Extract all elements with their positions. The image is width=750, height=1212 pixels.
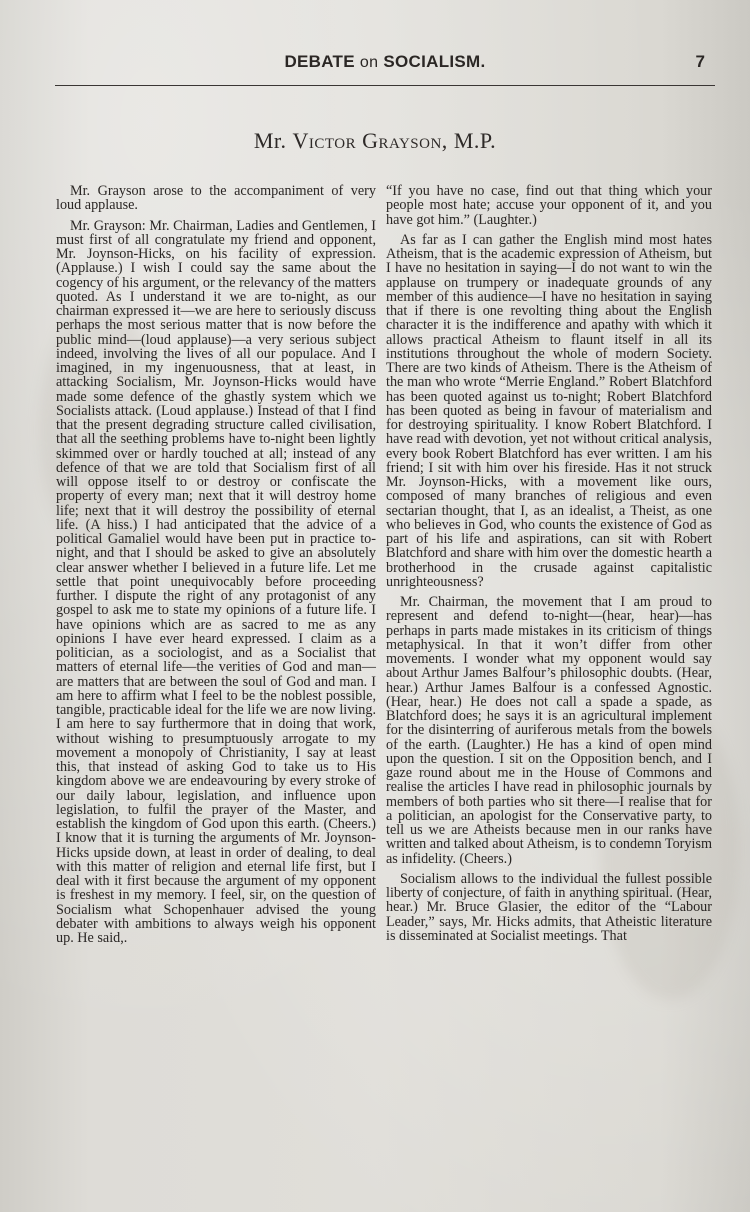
paragraph: Mr. Grayson: Mr. Chairman, Ladies and Gentlemen, I must first of all congratulate my friend and opponent, Mr. Joynson-Hicks, on his facility of expression. (Applause.) I wish I could say the same about the cogency of his argument, or the relevancy of the matters quoted. As I understand it we are to-night, as our chairman expressed it—we are here to seriously discuss perhaps the most serious matter that is now before the public mind—(loud applause)—a very serious subject indeed, involving the lives of all our populace. And I imagined, in my ingenuousness, that at least, in attacking Socialism, Mr. Joynson-Hicks would have made some defence of the ghastly system which we Socialists attack. (Loud applause.) Instead of that I find that the present degrading structure called civilisation, that all the seething problems have to-night been lightly skimmed over or hardly touched at all; instead of any defence of that we are told that Socialism first of all will oppose itself to or destroy or confiscate the property of every man; next that it will destroy home life; next that it will destroy the possibility of eternal life. (A hiss.) I had anticipated that the advice of a political Gamaliel would have been put in practice to-night, and that I should be asked to give an absolutely clear answer whether I believed in a future life. Let me settle that point unequivocably before proceeding further. I dispute the right of any protagonist of any gospel to ask me to state my opinions of a future life. I have opinions which are as sacred to me as any opinions I have ever heard expressed. I claim as a politician, as a sociologist, and as a Socialist that matters of eternal life—the verities of God and man—are matters that are between the soul of God and man. I am here to affirm what I feel to be the noblest possible, tangible, practicable ideal for the life we are now living. I am here to say furthermore that in doing that work, without wishing to presumptuously arrogate to my movement a monopoly of Christianity, I say at least this, that instead of asking God to take us to His kingdom above we are endeavouring by every stroke of our daily labour, legislation, and influence upon legislation, to fulfil the prayer of the Master, and establish the kingdom of God upon this earth. (Cheers.) I know that it is turning the arguments of Mr. Joynson-Hicks upside down, at least in order of dealing, to deal with this matter of religion and eternal life first, but I deal with it first because the argument of my opponent is freshest in my memory. I feel, sir, on the question of Socialism what Schopenhauer advised the young debater with ambitions to always weigh his opponent up. He said,. [56, 217, 376, 946]
article-title-name: Victor Grayson, [292, 128, 448, 153]
article-title-prefix: Mr. [253, 128, 287, 153]
article-title-suffix: M.P. [453, 128, 497, 153]
paragraph: Mr. Grayson arose to the accompaniment of very loud applause. [56, 183, 376, 214]
running-title-part2: SOCIALISM. [383, 52, 486, 71]
left-column [56, 184, 376, 951]
paragraph: Mr. Chairman, the movement that I am proud to represent and defend to-night—(hear, hear)—has perhaps in parts made mistakes in its criticism of things metaphysical. In that it won’t differ from other movements. I wonder what my opponent would say about Arthur James Balfour’s philosophic doubts. (Hear, hear.) Arthur James Balfour is a confessed Agnostic. (Hear, hear.) He does not call a spade a spade, as Blatchford does; he says it is an agricultural implement for the disinterring of auriferous metals from the bowels of the earth. (Laughter.) He has a kind of open mind upon the question. I sit on the Opposition bench, and I gaze round about me in the House of Commons and realise the articles I have read in philosophic journals by members of both parties who sit there—I realise that for a politician, an apologist for the Conservative party, to tell us we are Atheists because men in our ranks have written and talked about Atheism, is to condemn Toryism as infidelity. (Cheers.) [386, 594, 712, 867]
paragraph: As far as I can gather the English mind most hates Atheism, that is the academic expression of Atheism, but I have no hesitation in saying—I do not want to win the applause on trumpery or inadequate grounds of any member of this audience—I have no hesitation in saying that if there is one revolting thing about the English character it is the indifference and apathy with which it allows practical Atheism to flaunt itself in all its institutions throughout the whole of modern Society. There are two kinds of Atheism. There is the Atheism of the man who wrote “Merrie England.” Robert Blatchford has been quoted against us to-night; Robert Blatchford has been quoted as being in favour of materialism and for destroying spirituality. I know Robert Blatchford. I have read with devotion, yet not without critical analysis, every book Robert Blatchford has ever written. I am his friend; I sit with him over his fireside. Has it not struck Mr. Joynson-Hicks, with a movement like ours, composed of many branches of religious and even sectarian thought, that I, as an idealist, a Theist, as one who believes in God, who counts the existence of God as part of his life and aspirations, can sit with Robert Blatchford and share with him over the domestic hearth a brotherhood in the crusade against capitalistic unrighteousness? [386, 231, 712, 590]
paragraph: “If you have no case, find out that thing which your people most hate; accuse your opponent of it, and you have got him.” (Laughter.) [386, 183, 712, 228]
running-title-part1: DEBATE [284, 52, 355, 71]
running-title-on: on [359, 54, 379, 71]
running-title [55, 52, 715, 72]
page-number: 7 [695, 52, 705, 71]
paragraph: Socialism allows to the individual the fullest possible liberty of conjecture, of faith in anything spiritual. (Hear, hear.) Mr. Bruce Glasier, the editor of the “Labour Leader,” says, Mr. Hicks admits, that Atheistic literature is disseminated at Socialist meetings. That [386, 870, 712, 944]
right-column [386, 184, 712, 949]
running-head [55, 52, 715, 74]
header-rule [55, 85, 715, 86]
article-title [0, 128, 750, 154]
